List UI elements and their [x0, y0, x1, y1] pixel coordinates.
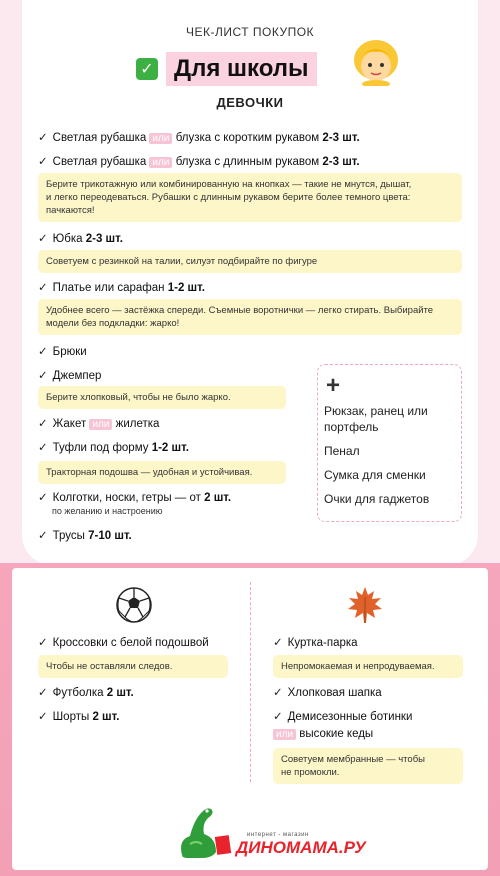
header-subtitle: ЧЕК-ЛИСТ ПОКУПОК [185, 25, 315, 39]
item-label: Футболка [52, 687, 104, 699]
or-badge: или [273, 729, 296, 740]
note-parka: Непромокаемая и непродуваемая. [273, 655, 463, 678]
item-label: высокие кеды [299, 728, 374, 740]
item-label-alt: жилетка [115, 418, 160, 430]
item-label: Демисезонные ботинки [287, 711, 413, 723]
extra-item: Пенал [324, 444, 360, 458]
item-qty: 1-2 шт. [167, 282, 205, 294]
or-badge: или [89, 419, 112, 430]
item-label: Трусы [52, 530, 85, 542]
or-badge: или [149, 157, 172, 168]
item-label: Хлопковая шапка [287, 687, 382, 699]
note-shirts: Берите трикотажную или комбинированную на кнопках — такие не мнутся, дышат, и легко переодеваться. Рубашки с длинным рукавом берите более темного цвета: пачкаются! [38, 173, 462, 222]
list-item [273, 709, 412, 723]
check-icon: ✓ [38, 233, 48, 245]
check-icon: ✓ [273, 711, 283, 723]
list-item [38, 440, 189, 454]
check-icon: ✓ [38, 282, 48, 294]
logo-brand: ДИНОМАМА.РУ [236, 838, 366, 857]
check-icon: ✓ [38, 418, 48, 430]
page-title: Для школы [166, 52, 317, 86]
checkmark-icon: ✓ [136, 58, 158, 80]
list-item [38, 528, 132, 542]
list-item [38, 490, 231, 504]
soccer-ball-icon [116, 587, 152, 623]
check-icon: ✓ [273, 637, 283, 649]
item-qty: 2-3 шт. [322, 156, 360, 168]
list-item [38, 416, 159, 430]
item-qty: 2 шт. [106, 687, 134, 699]
note-jumper: Берите хлопковый, чтобы не было жарко. [38, 386, 286, 409]
list-item [273, 635, 358, 649]
item-label: Туфли под форму [52, 442, 149, 454]
check-icon: ✓ [38, 156, 48, 168]
check-icon: ✓ [38, 346, 48, 358]
extra-item: Сумка для сменки [324, 468, 426, 482]
logo-tagline: интернет - магазин [247, 832, 309, 838]
item-label: Юбка [52, 233, 83, 245]
extra-item: Рюкзак, ранец или [324, 404, 428, 418]
check-icon: ✓ [38, 687, 48, 699]
item-qty: 2 шт. [204, 492, 232, 504]
note-boots: Советуем мембранные — чтобы не промокли. [273, 748, 463, 784]
item-qty: 2 шт. [92, 711, 120, 723]
item-label: Платье или сарафан [52, 282, 165, 294]
note-sneakers: Чтобы не оставляли следов. [38, 655, 228, 678]
item-qty: 2-3 шт. [322, 132, 360, 144]
extra-item: портфель [324, 420, 379, 434]
item-label: Колготки, носки, гетры — от [52, 492, 201, 504]
item-label: Светлая рубашка [52, 156, 147, 168]
item-qty: 2-3 шт. [85, 233, 123, 245]
maple-leaf-icon [345, 585, 385, 625]
girl-face-icon [350, 38, 402, 86]
check-icon: ✓ [38, 711, 48, 723]
list-item [273, 685, 382, 699]
check-icon: ✓ [38, 637, 48, 649]
list-item [38, 368, 101, 382]
title-row [136, 52, 317, 86]
item-label: Светлая рубашка [52, 132, 147, 144]
item-label: Шорты [52, 711, 90, 723]
note-dress: Удобнее всего — застёжка спереди. Съемные воротнички — легко стирать. Выбирайте модели без подкладки: жарко! [38, 299, 462, 335]
item-qty: 7-10 шт. [88, 530, 132, 542]
check-icon: ✓ [38, 442, 48, 454]
item-label: Кроссовки с белой подошвой [52, 637, 209, 649]
list-item [38, 344, 87, 358]
or-badge: или [149, 133, 172, 144]
extra-item: Очки для гаджетов [324, 492, 430, 506]
item-label: Куртка-парка [287, 637, 358, 649]
check-icon: ✓ [38, 132, 48, 144]
list-item [273, 728, 373, 740]
list-item [38, 231, 123, 245]
list-item [38, 635, 209, 649]
item-label: Брюки [52, 346, 87, 358]
column-divider [250, 582, 251, 782]
section-label-girls: ДЕВОЧКИ [216, 95, 284, 110]
plus-icon: + [326, 372, 341, 399]
list-item [38, 709, 119, 723]
item-label-alt: блузка с коротким рукавом [175, 132, 320, 144]
item-qty: 1-2 шт. [151, 442, 189, 454]
list-item [38, 154, 360, 168]
item-label-alt: блузка с длинным рукавом [175, 156, 320, 168]
note-tights: по желанию и настроению [52, 506, 163, 516]
note-shoes: Тракторная подошва — удобная и устойчивая. [38, 461, 286, 484]
check-icon: ✓ [38, 530, 48, 542]
check-icon: ✓ [38, 492, 48, 504]
check-icon: ✓ [38, 370, 48, 382]
note-skirt: Советуем с резинкой на талии, силуэт подбирайте по фигуре [38, 250, 462, 273]
item-label: Джемпер [52, 370, 102, 382]
item-label: Жакет [52, 418, 87, 430]
check-icon: ✓ [273, 687, 283, 699]
list-item [38, 280, 205, 294]
list-item [38, 130, 360, 144]
list-item [38, 685, 134, 699]
